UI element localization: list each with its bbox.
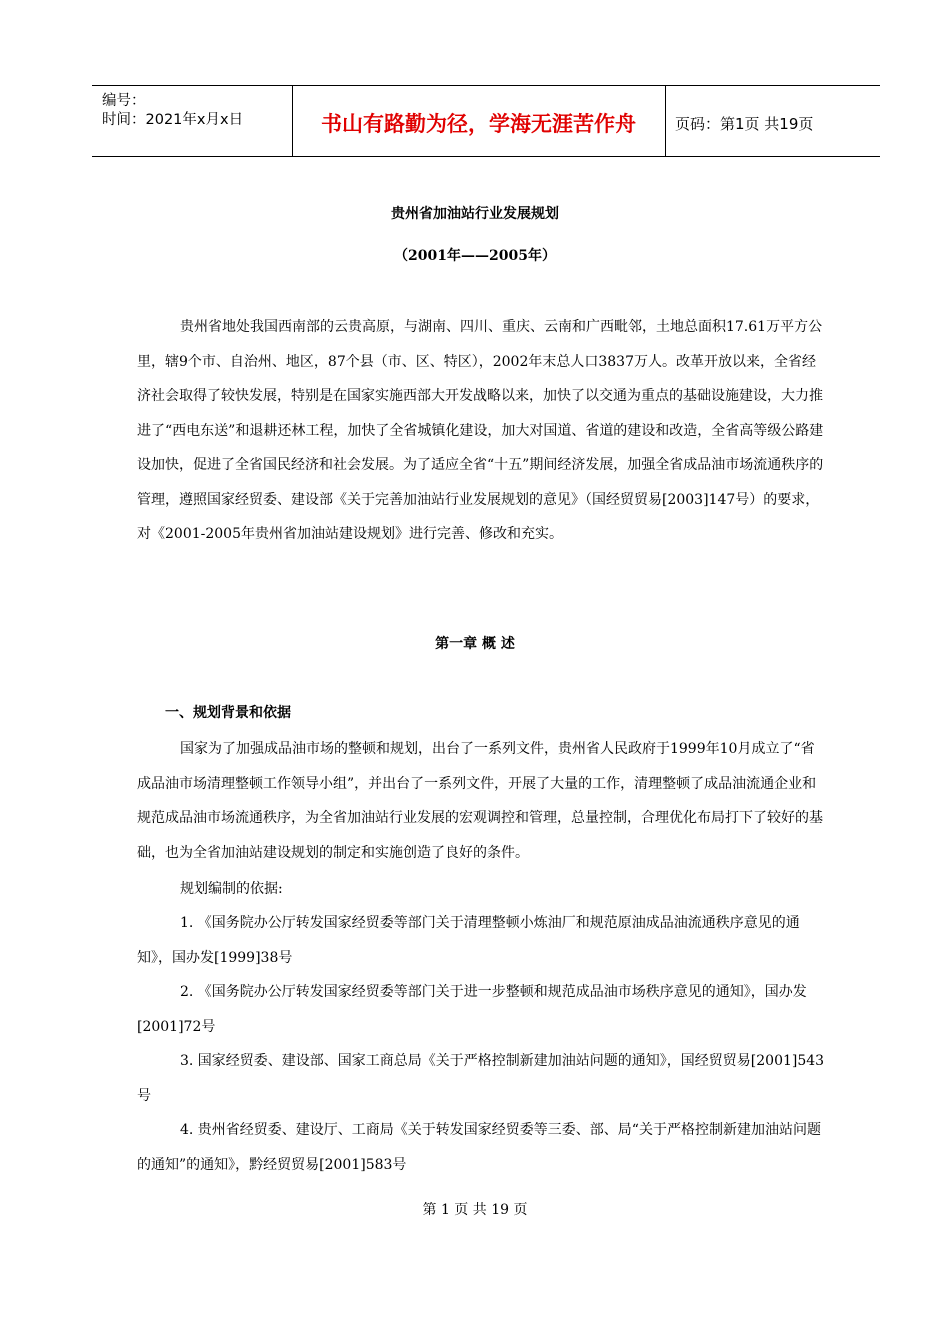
header-motto: 书山有路勤为径，学海无涯苦作舟 <box>321 112 636 136</box>
header-page-code: 页码：第1页 共19页 <box>675 115 814 133</box>
basis-item: 4. 贵州省经贸委、建设厅、工商局《关于转发国家经贸委等三委、部、局“关于严格控制新建加油站问题的通知”的通知》，黔经贸贸易[2001]583号 <box>137 1122 821 1173</box>
document-subtitle: （2001年——2005年） <box>394 248 556 264</box>
section-heading: 一、规划背景和依据 <box>165 705 291 721</box>
doc-id-label: 编号： <box>102 93 146 109</box>
document-title: 贵州省加油站行业发展规划 <box>391 206 559 222</box>
page-header <box>92 85 880 157</box>
basis-item: 3. 国家经贸委、建设部、国家工商总局《关于严格控制新建加油站问题的通知》，国经贸贸易[2001]543号 <box>137 1053 825 1104</box>
basis-item: 1. 《国务院办公厅转发国家经贸委等部门关于清理整顿小炼油厂和规范原油成品油流通秩序意见的通知》，国办发[1999]38号 <box>137 915 800 966</box>
header-page-cell <box>665 86 880 156</box>
background-paragraph: 国家为了加强成品油市场的整顿和规划，出台了一系列文件，贵州省人民政府于1999年10月成立了“省成品油市场清理整顿工作领导小组”，并出台了一系列文件，开展了大量的工作，清理整顿了成品油流通企业和规范成品油市场流通秩序，为全省加油站行业发展的宏观调控和管理，总量控制，合理优化布局打下了较好的基础，也为全省加油站建设规划的制定和实施创造了良好的条件。 <box>137 741 823 861</box>
header-motto-cell <box>292 86 666 156</box>
doc-time: 时间：2021年x月x日 <box>102 112 244 128</box>
page-footer: 第 1 页 共 19 页 <box>422 1202 528 1218</box>
header-info-cell <box>92 86 293 156</box>
intro-paragraph: 贵州省地处我国西南部的云贵高原，与湖南、四川、重庆、云南和广西毗邻，土地总面积17.61万平方公里，辖9个市、自治州、地区，87个县（市、区、特区），2002年末总人口3837万人。改革开放以来，全省经济社会取得了较快发展，特别是在国家实施西部大开发战略以来，加快了以交通为重点的基础设施建设，大力推进了“西电东送”和退耕还林工程，加快了全省城镇化建设，加大对国道、省道的建设和改造，全省高等级公路建设加快，促进了全省国民经济和社会发展。为了适应全省“十五”期间经济发展，加强全省成品油市场流通秩序的管理，遵照国家经贸委、建设部《关于完善加油站行业发展规划的意见》（国经贸贸易[2003]147号）的要求，对《2001-2005年贵州省加油站建设规划》进行完善、修改和充实。 <box>137 319 824 542</box>
basis-label: 规划编制的依据: <box>180 881 283 897</box>
chapter-heading: 第一章 概 述 <box>435 636 515 652</box>
basis-item: 2. 《国务院办公厅转发国家经贸委等部门关于进一步整顿和规范成品油市场秩序意见的通知》，国办发[2001]72号 <box>137 984 807 1035</box>
